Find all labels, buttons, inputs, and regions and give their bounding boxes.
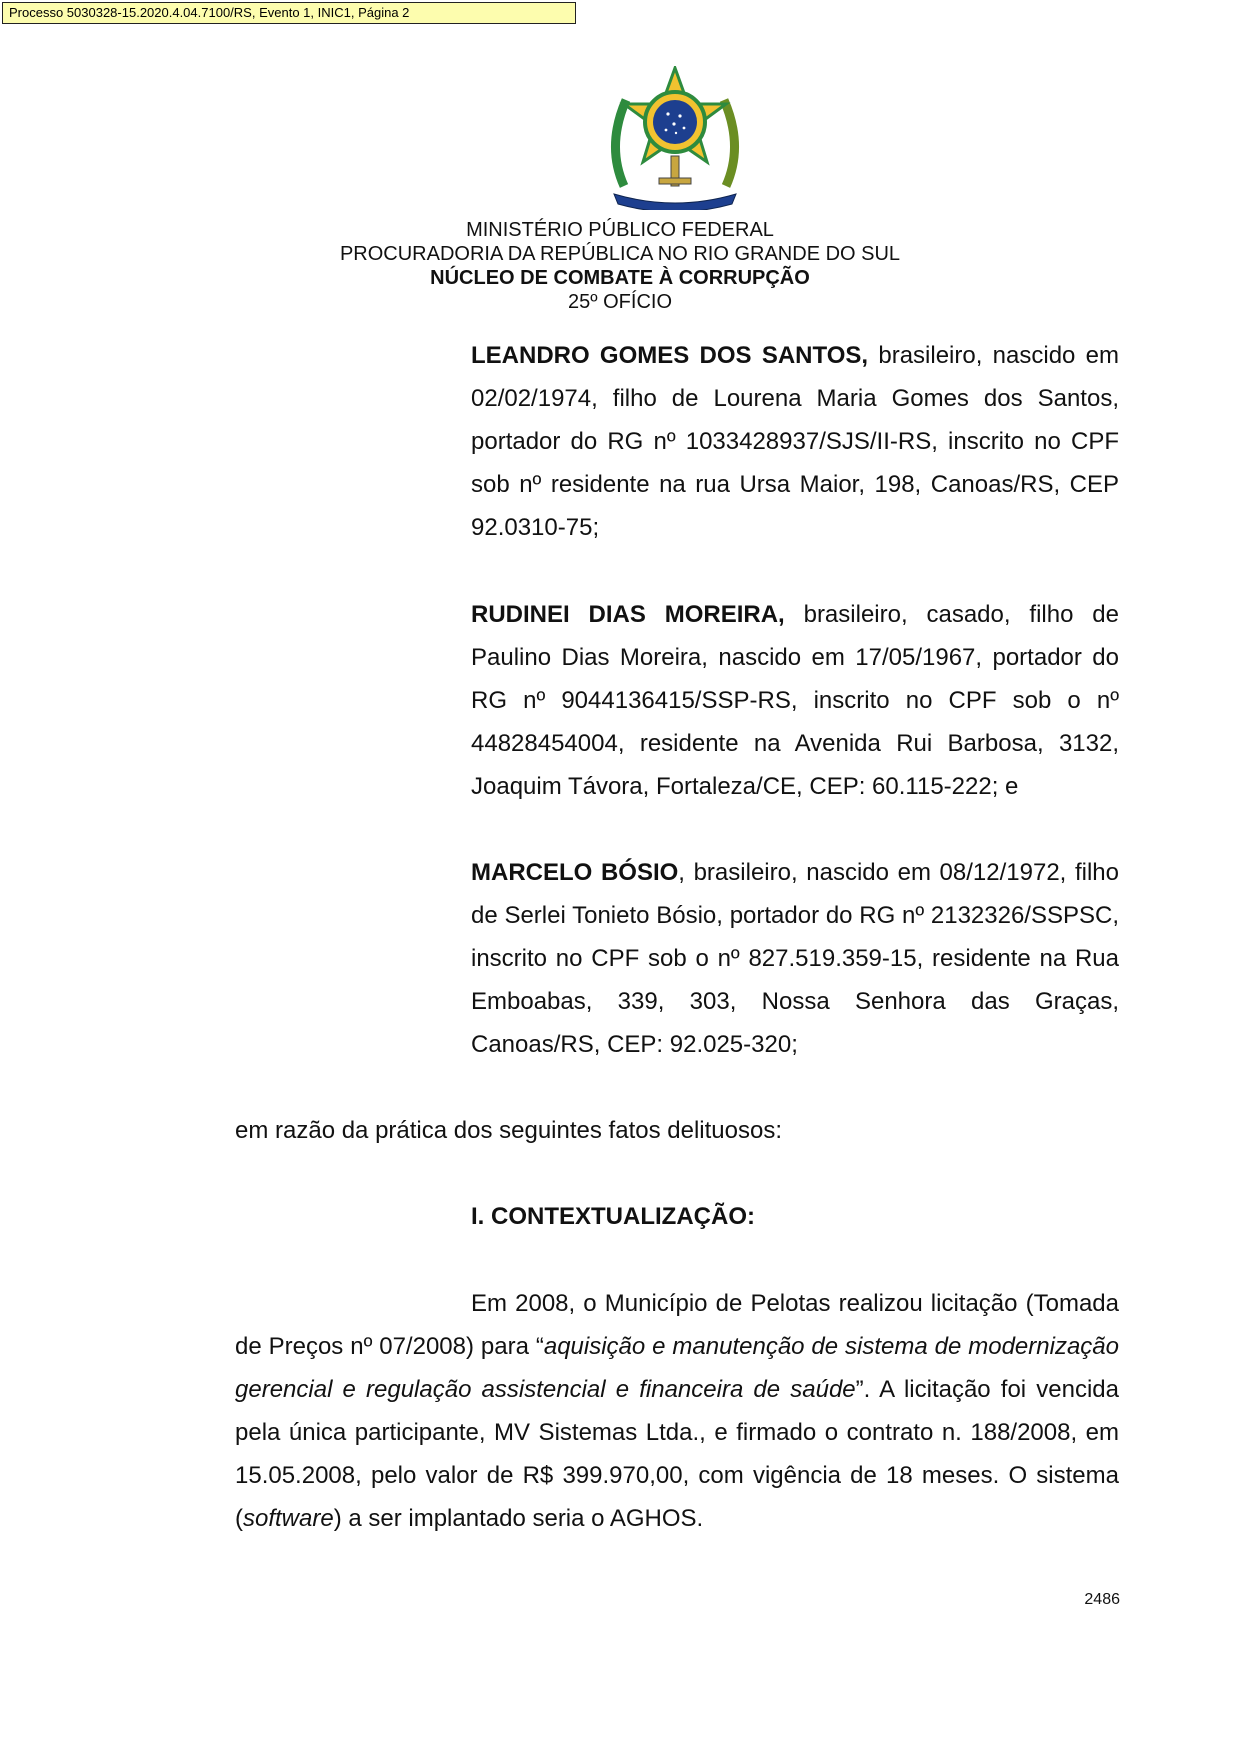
person-name: RUDINEI DIAS MOREIRA,: [471, 601, 785, 628]
header-procuradoria: PROCURADORIA DA REPÚBLICA NO RIO GRANDE DO SUL: [339, 243, 901, 265]
coat-of-arms-emblem: [604, 66, 746, 210]
person-paragraph: [471, 334, 1119, 549]
person-details: , brasileiro, nascido em 08/12/1972, filho de Serlei Tonieto Bósio, portador do RG nº 2132326/SSPSC, inscrito no CPF sob o nº 827.519.359-15, residente na Rua Emboabas, 339, 303, Nossa Senhora das Graças, Canoas/RS, CEP: 92.025-320;: [471, 859, 1119, 1058]
person-paragraph: [471, 851, 1119, 1066]
person-name: MARCELO BÓSIO: [471, 859, 679, 886]
person-details: brasileiro, casado, filho de Paulino Dias Moreira, nascido em 17/05/1967, portador do RG nº 9044136415/SSP-RS, inscrito no CPF sob o nº 44828454004, residente na Avenida Rui Barbosa, 3132, Joaquim Távora, Fortaleza/CE, CEP: 60.115-222; e: [471, 601, 1119, 800]
process-stamp: [2, 2, 576, 24]
intro-text: em razão da prática dos seguintes fatos delituosos:: [235, 1117, 782, 1144]
intro-sentence: [235, 1109, 1119, 1152]
context-text-3: ) a ser implantado seria o AGHOS.: [333, 1505, 704, 1532]
context-italic-software: software: [243, 1505, 334, 1532]
section-heading: I. CONTEXTUALIZAÇÃO:: [471, 1203, 755, 1230]
header-ministry: MINISTÉRIO PÚBLICO FEDERAL: [466, 219, 774, 241]
context-text-1: Em 2008, o Município de Pelotas realizou licitação (Tomada de Preços nº 07/2008) para “: [235, 1290, 1119, 1360]
header-nucleo: NÚCLEO DE COMBATE À CORRUPÇÃO: [430, 267, 810, 289]
context-italic-object: aquisição e manutenção de sistema de modernização gerencial e regulação assistencial e financeira de saúde: [235, 1333, 1119, 1403]
context-text-2: ”. A licitação foi vencida pela única participante, MV Sistemas Ltda., e firmado o contrato n. 188/2008, em 15.05.2008, pelo valor de R$ 399.970,00, com vigência de 18 meses. O sistema (: [235, 1376, 1119, 1532]
header-oficio: 25º OFÍCIO: [568, 291, 672, 313]
person-paragraph: [471, 593, 1119, 808]
page-number: 2486: [1084, 1591, 1120, 1608]
document-header: [0, 218, 1240, 314]
person-name: LEANDRO GOMES DOS SANTOS,: [471, 342, 869, 369]
process-stamp-text: Processo 5030328-15.2020.4.04.7100/RS, Evento 1, INIC1, Página 2: [9, 5, 410, 20]
context-paragraph: [235, 1282, 1119, 1540]
person-details: brasileiro, nascido em 02/02/1974, filho de Lourena Maria Gomes dos Santos, portador do RG nº 1033428937/SJS/II-RS, inscrito no CPF sob nº residente na rua Ursa Maior, 198, Canoas/RS, CEP 92.0310-75;: [471, 342, 1119, 541]
